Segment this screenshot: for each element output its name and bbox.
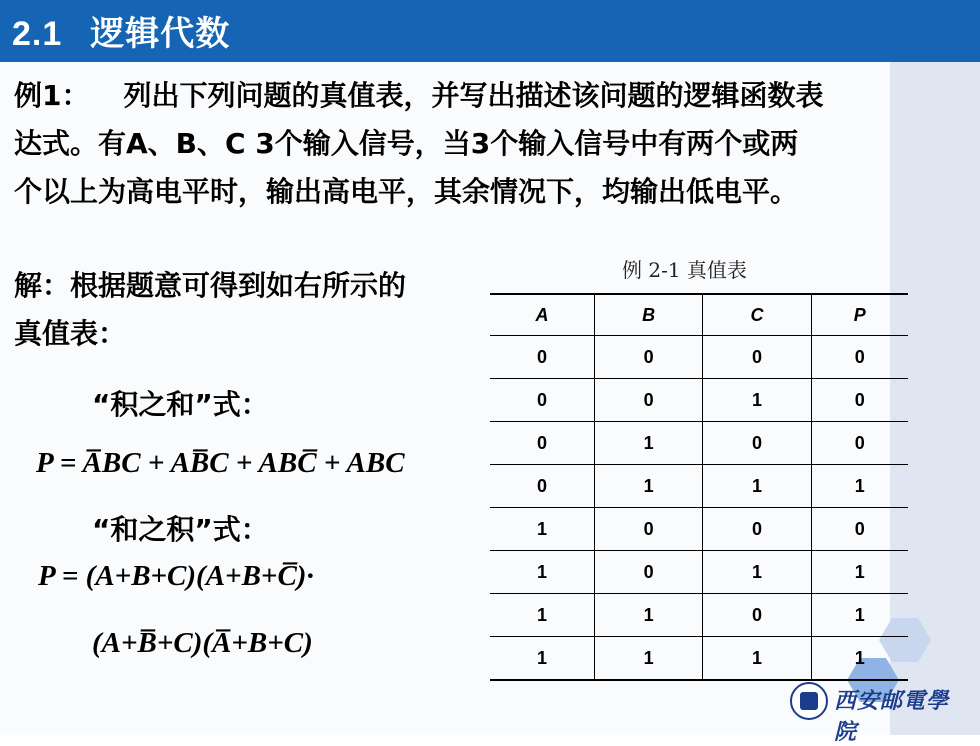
header-a: A xyxy=(490,294,594,336)
cell: 1 xyxy=(703,465,811,508)
header-b: B xyxy=(594,294,702,336)
seal-icon xyxy=(790,682,828,720)
cell: 1 xyxy=(811,465,908,508)
slide-header xyxy=(0,0,980,62)
table-row xyxy=(490,465,908,508)
cell: 1 xyxy=(811,594,908,637)
example-line-3: 个以上为高电平时，输出高电平，其余情况下，均输出低电平。 xyxy=(14,175,799,208)
cell: 0 xyxy=(811,508,908,551)
cell: 1 xyxy=(811,551,908,594)
table-row xyxy=(490,422,908,465)
table-row xyxy=(490,594,908,637)
cell: 1 xyxy=(490,594,594,637)
cell: 1 xyxy=(703,637,811,681)
cell: 0 xyxy=(594,379,702,422)
sop-formula: P = A̅BC + AB̅C + ABC̅ + ABC xyxy=(36,447,405,479)
cell: 0 xyxy=(490,336,594,379)
cell: 0 xyxy=(490,422,594,465)
cell: 0 xyxy=(703,594,811,637)
example-line-1: 列出下列问题的真值表，并写出描述该问题的逻辑函数表 xyxy=(123,79,824,112)
university-logo xyxy=(790,680,970,745)
table-row xyxy=(490,551,908,594)
cell: 0 xyxy=(594,508,702,551)
cell: 1 xyxy=(490,637,594,681)
pos-formula-line-2: (A+B̅+C)(A̅+B+C) xyxy=(92,627,313,659)
solution-text xyxy=(14,262,484,358)
cell: 1 xyxy=(594,637,702,681)
cell: 0 xyxy=(811,379,908,422)
solution-line-1: 解：根据题意可得到如右所示的 xyxy=(14,269,407,302)
table-row xyxy=(490,336,908,379)
table-row xyxy=(490,637,908,681)
cell: 1 xyxy=(703,379,811,422)
pos-formula-line-1: P = (A+B+C)(A+B+C̅)· xyxy=(38,560,314,592)
section-number: 2.1 xyxy=(12,15,63,53)
example-problem xyxy=(14,72,944,216)
cell: 0 xyxy=(594,336,702,379)
table-row xyxy=(490,508,908,551)
example-label: 例1： xyxy=(14,79,90,112)
cell: 0 xyxy=(490,379,594,422)
solution-line-2: 真值表： xyxy=(14,317,127,350)
cell: 1 xyxy=(703,551,811,594)
sop-label: “积之和”式： xyxy=(92,388,269,421)
section-name: 逻辑代数 xyxy=(90,14,231,54)
cell: 0 xyxy=(594,551,702,594)
header-p: P xyxy=(811,294,908,336)
logo-text: 西安邮電學院 xyxy=(834,688,950,745)
cell: 1 xyxy=(490,508,594,551)
section-title xyxy=(12,6,230,55)
table-caption: 例 2-1 真值表 xyxy=(622,258,747,282)
header-c: C xyxy=(703,294,811,336)
table-row xyxy=(490,379,908,422)
pos-label: “和之积”式： xyxy=(92,513,269,546)
truth-table xyxy=(490,293,908,681)
cell: 0 xyxy=(703,422,811,465)
cell: 0 xyxy=(811,336,908,379)
cell: 0 xyxy=(703,336,811,379)
cell: 0 xyxy=(703,508,811,551)
cell: 1 xyxy=(594,594,702,637)
table-header-row xyxy=(490,294,908,336)
example-line-2: 达式。有A、B、C 3个输入信号，当3个输入信号中有两个或两 xyxy=(14,127,799,160)
cell: 1 xyxy=(811,637,908,681)
cell: 1 xyxy=(594,465,702,508)
cell: 1 xyxy=(490,551,594,594)
cell: 0 xyxy=(811,422,908,465)
cell: 1 xyxy=(594,422,702,465)
cell: 0 xyxy=(490,465,594,508)
